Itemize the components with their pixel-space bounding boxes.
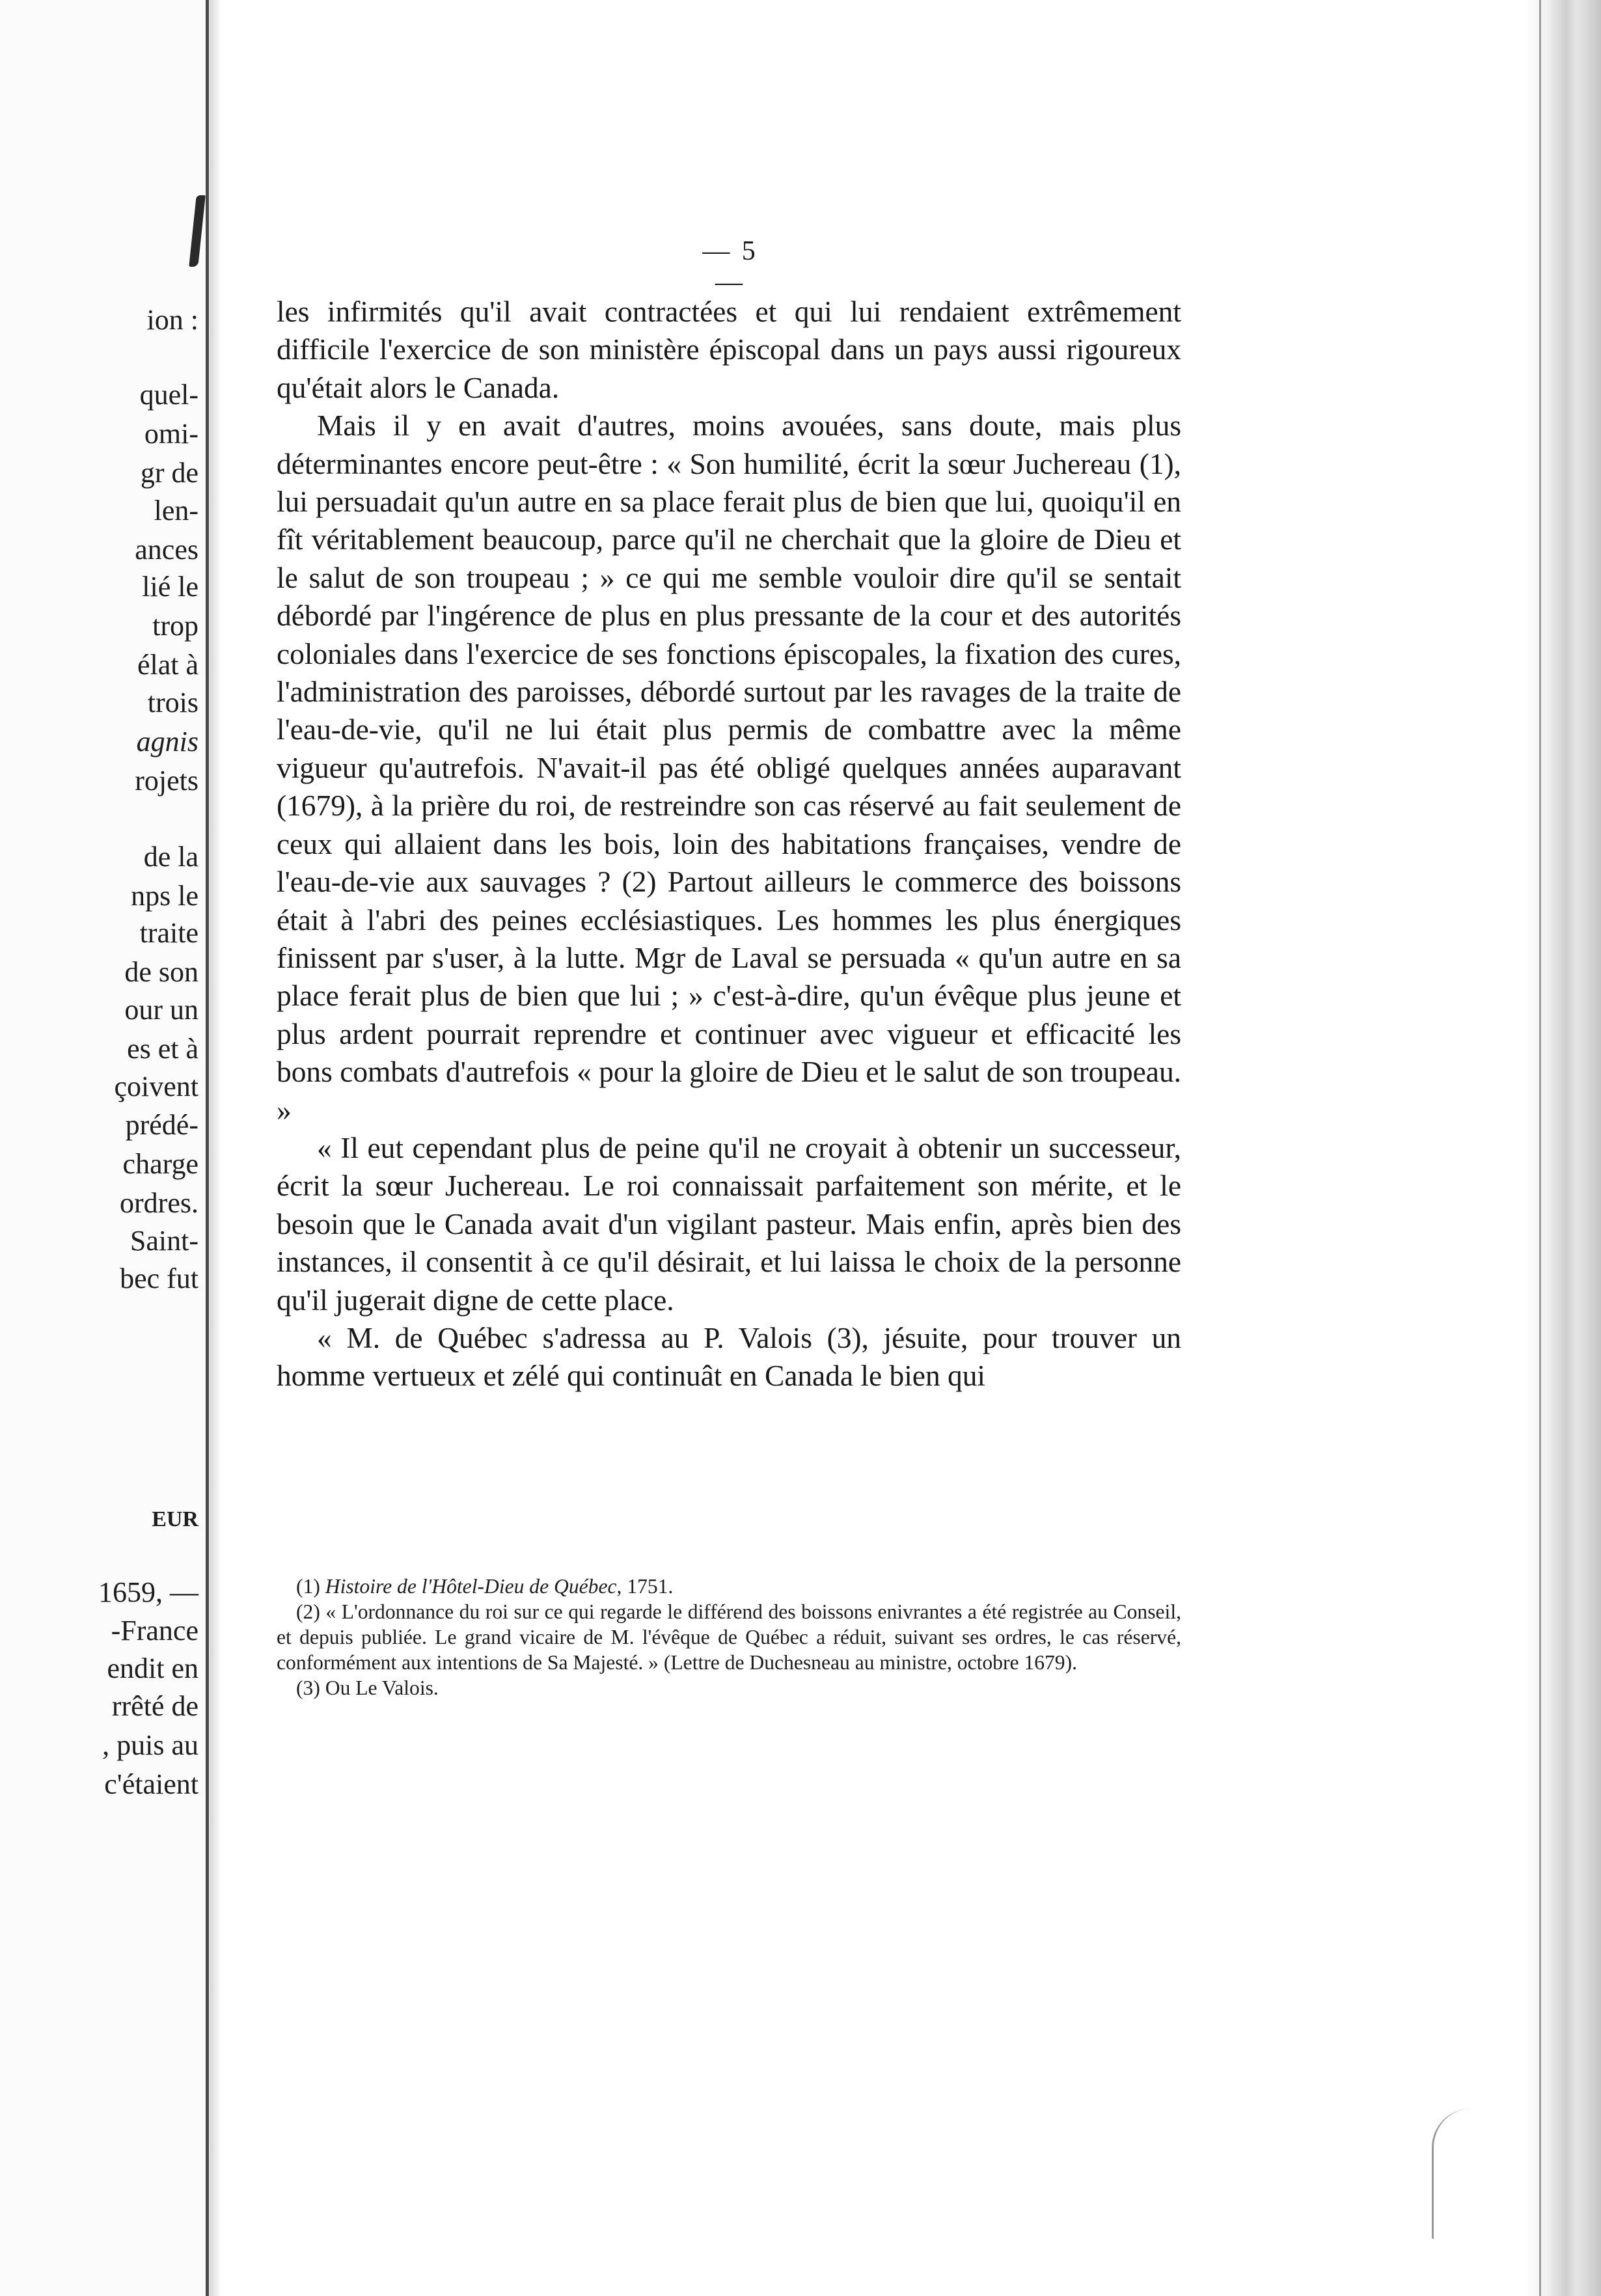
left-page-line: 1659, —	[98, 1576, 198, 1608]
left-page-line: trois	[147, 687, 198, 718]
left-page-line: EUR	[152, 1507, 198, 1531]
paragraph: les infirmités qu'il avait contractées et qui lui rendaient extrêmement difficile l'exercice de son ministère épiscopal dans un pays aussi rigoureux qu'était alors le Canada.	[277, 295, 1181, 404]
left-page-line: agnis	[136, 726, 198, 758]
left-page-line: rrêté de	[111, 1690, 198, 1722]
footnote-title: Histoire de l'Hôtel-Dieu de Québec	[325, 1575, 617, 1598]
left-facing-page	[0, 0, 210, 2296]
left-page-line: bec fut	[120, 1263, 198, 1294]
page-number: — 5 —	[702, 236, 758, 297]
left-page-line: trop	[152, 610, 198, 642]
left-page-line: lié le	[142, 571, 198, 603]
left-page-line: çoivent	[114, 1071, 198, 1102]
footnote	[277, 1675, 1181, 1701]
left-page-line: len-	[154, 495, 198, 526]
page-edge-line	[1539, 0, 1541, 2296]
paragraph: « M. de Québec s'adressa au P. Valois (3), jésuite, pour trouver un homme vertueux et zélé qui continuât en Canada le bien qui	[277, 1321, 1181, 1393]
footnote	[277, 1574, 1181, 1599]
body-text	[277, 293, 1181, 1395]
left-page-line: gr de	[140, 457, 198, 489]
left-page-line: de son	[124, 956, 198, 988]
left-page-line: quel-	[139, 379, 198, 411]
left-page-line: Saint-	[130, 1225, 198, 1257]
left-page-line: our un	[124, 994, 198, 1026]
footnote	[277, 1599, 1181, 1675]
footnote-marker: (1)	[296, 1575, 320, 1598]
gutter-shadow	[210, 0, 221, 2296]
left-page-line: nps le	[131, 880, 198, 912]
paragraph: Mais il y en avait d'autres, moins avouées, sans doute, mais plus déterminantes encore peut-être : « Son humilité, écrit la sœur Juchereau (1), lui persuadait qu'un autre en sa place ferait plus de bien que lui, quoiqu'il en fît véritablement beaucoup, parce qu'il ne cherchait que la gloire de Dieu et le salut de son troupeau ; » ce qui me semble vouloir dire qu'il se sentait débordé par l'ingérence de plus en plus pressante de la cour et des autorités coloniales dans l'exercice de ses fonctions épiscopales, la fixation des cures, l'administration des paroisses, débordé surtout par les ravages de la traite de l'eau-de-vie, qu'il ne lui était plus permis de combattre avec la même vigueur qu'autrefois. N'avait-il pas été obligé quelques années auparavant (1679), à la prière du roi, de restreindre son cas réservé au fait seulement de ceux qui allaient dans les bois, loin des habitations françaises, vendre de l'eau-de-vie aux sauvages ? (2) Partout ailleurs le commerce des boissons était à l'abri des peines ecclésiastiques. Les hommes les plus énergiques finissent par s'user, à la lutte. Mgr de Laval se persuada « qu'un autre en sa place ferait plus de bien que lui ; » c'est-à-dire, qu'un évêque plus jeune et plus ardent pourrait reprendre et continuer avec vigueur et efficacité les bons combats d'autrefois « pour la gloire de Dieu et le salut de son troupeau. »	[277, 409, 1181, 1127]
left-page-line: rojets	[135, 765, 198, 797]
footnote-marker: (3)	[296, 1676, 320, 1699]
corner-curl	[1432, 2109, 1473, 2239]
footnote-text: Ou Le Valois.	[325, 1676, 439, 1699]
left-page-line: omi-	[144, 418, 198, 450]
footnote-marker: (2)	[296, 1600, 320, 1623]
left-page-line: traite	[139, 917, 198, 949]
page-edge	[1523, 0, 1601, 2296]
left-page-line: de la	[143, 841, 198, 873]
left-page-line: ordres.	[120, 1187, 198, 1219]
footnotes	[277, 1574, 1181, 1701]
left-page-line: ion :	[146, 304, 198, 336]
footnote-text: , 1751.	[616, 1575, 674, 1598]
left-page-line: endit en	[107, 1652, 198, 1684]
left-page-line: prédé-	[125, 1109, 198, 1141]
left-page-line: ances	[135, 534, 198, 566]
paragraph: « Il eut cependant plus de peine qu'il ne croyait à obtenir un successeur, écrit la sœur Juchereau. Le roi connaissait parfaitement son mérite, et le besoin que le Canada avait d'un vigilant pasteur. Mais enfin, après bien des instances, il consentit à ce qu'il désirait, et lui laissa le choix de la personne qu'il jugerait digne de cette place.	[277, 1131, 1181, 1317]
left-page-line: c'étaient	[104, 1768, 198, 1800]
footnote-text: « L'ordonnance du roi sur ce qui regarde le différend des boissons enivrantes a été registrée au Conseil, et depuis publiée. Le grand vicaire de M. l'évêque de Québec a réduit, suivant ses ordres, le cas réservé, conformément aux intentions de Sa Majesté. » (Lettre de Duchesneau au ministre, octobre 1679).	[277, 1600, 1181, 1674]
left-page-line: , puis au	[102, 1729, 198, 1761]
gutter-line	[206, 0, 209, 2296]
left-page-line: charge	[122, 1148, 198, 1180]
left-page-line: -France	[111, 1615, 198, 1647]
left-page-line: élat à	[137, 649, 198, 681]
left-page-line: es et à	[127, 1033, 198, 1065]
